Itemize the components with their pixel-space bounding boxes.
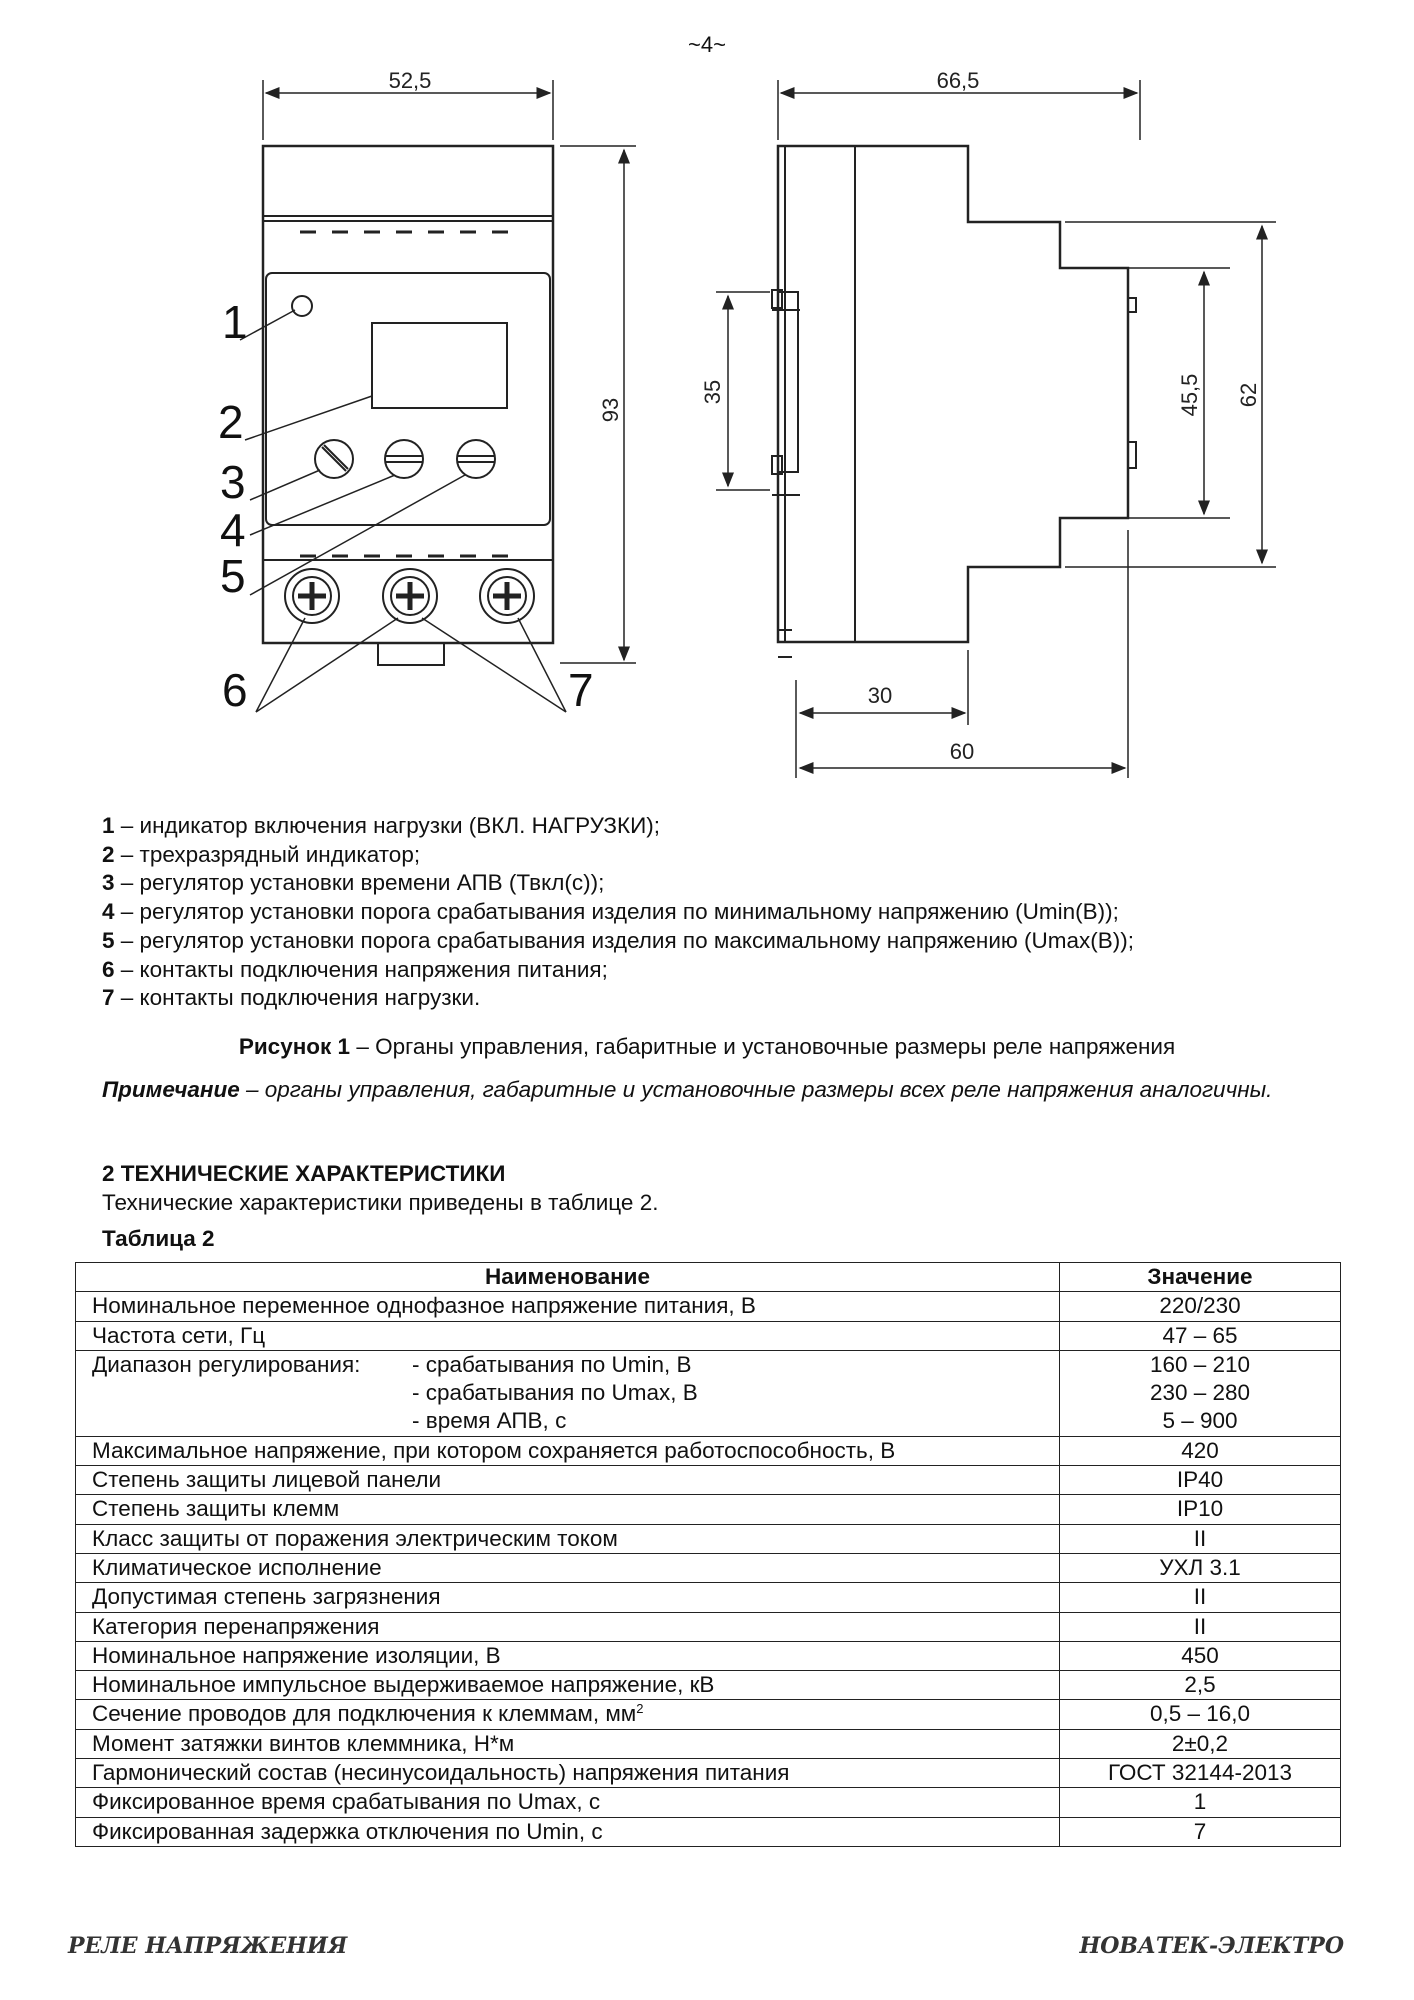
note: Примечание – органы управления, габаритные и установочные размеры всех реле напряжения аналогичны. (102, 1077, 1273, 1102)
knob-umin (385, 440, 423, 478)
legend-item: 1 – индикатор включения нагрузки (ВКЛ. НАГРУЗКИ); (102, 813, 661, 838)
table-row: Гармонический состав (несинусоидальность) напряжения питания ГОСТ 32144-2013 (76, 1759, 1341, 1788)
knob-t (315, 440, 353, 478)
table-row: Класс защиты от поражения электрическим током II (76, 1524, 1341, 1553)
section-title: 2 ТЕХНИЧЕСКИЕ ХАРАКТЕРИСТИКИ (102, 1161, 506, 1186)
callout-6: 6 (222, 664, 248, 716)
front-view (263, 146, 553, 665)
dim-side-62: 62 (1236, 382, 1261, 408)
knob-umax (457, 440, 495, 478)
table-row: Фиксированная задержка отключения по Umin, с 7 (76, 1817, 1341, 1846)
side-dimensions (716, 80, 1276, 778)
table-row: Максимальное напряжение, при котором сохраняется работоспособность, В 420 (76, 1436, 1341, 1465)
callout-5: 5 (220, 550, 246, 602)
load-indicator-led (292, 296, 312, 316)
table-row: Номинальное импульсное выдерживаемое напряжение, кВ 2,5 (76, 1671, 1341, 1700)
table-row: Степень защиты клемм IP10 (76, 1495, 1341, 1524)
table-header-row (76, 1263, 1341, 1292)
header-value: Значение (1060, 1263, 1341, 1292)
table-row: Фиксированное время срабатывания по Umax, с 1 (76, 1788, 1341, 1817)
callout-3: 3 (220, 456, 246, 508)
terminal-screw-1 (285, 569, 339, 623)
figure-legend (102, 812, 1134, 1013)
figure-caption: Рисунок 1 – Органы управления, габаритные и установочные размеры реле напряжения (238, 1034, 1176, 1059)
terminal-screw-2 (383, 569, 437, 623)
footer-left: РЕЛЕ НАПРЯЖЕНИЯ (68, 1933, 348, 1959)
dim-side-60: 60 (949, 739, 975, 764)
legend-item: 3 – регулятор установки времени АПВ (Твкл(с)); (102, 870, 605, 896)
dim-side-35: 35 (700, 379, 725, 405)
callout-leaders (240, 310, 566, 712)
terminal-screw-3 (480, 569, 534, 623)
specifications-table (75, 1262, 1341, 1847)
legend-item: 4 – регулятор установки порога срабатывания изделия по минимальному напряжению (Umin(B)); (102, 899, 1119, 925)
table-row: Климатическое исполнение УХЛ 3.1 (76, 1553, 1341, 1582)
legend-item: 2 – трехразрядный индикатор; (102, 841, 421, 867)
callout-7: 7 (568, 664, 594, 716)
table-row: Момент затяжки винтов клеммника, Н*м 2±0,2 (76, 1729, 1341, 1758)
legend-item: 5 – регулятор установки порога срабатывания изделия по максимальному напряжению (Umax(B)); (102, 927, 1135, 953)
callout-2: 2 (218, 396, 244, 448)
table-row: Степень защиты лицевой панели IP40 (76, 1466, 1341, 1495)
table-row: Частота сети, Гц 47 – 65 (76, 1321, 1341, 1350)
legend-item: 6 – контакты подключения напряжения питания; (102, 956, 608, 982)
dim-side-depth: 66,5 (936, 68, 980, 93)
dim-front-height: 93 (598, 397, 623, 423)
header-name: Наименование (76, 1263, 1060, 1292)
range-label: Диапазон регулирования: (92, 1351, 361, 1377)
table-row: Категория перенапряжения II (76, 1612, 1341, 1641)
table-row-range: Диапазон регулирования: - срабатывания по Umin, В - срабатывания по Umax, В - время АПВ, с 160 – 210 230 – 280 5 – 900 (76, 1350, 1341, 1436)
section-intro: Технические характеристики приведены в таблице 2. (102, 1190, 659, 1215)
callout-4: 4 (220, 504, 246, 556)
legend-item: 7 – контакты подключения нагрузки. (102, 985, 481, 1011)
three-digit-display (372, 323, 507, 408)
footer-right: НОВАТЕК-ЭЛЕКТРО (1079, 1933, 1344, 1959)
table-row: Сечение проводов для подключения к клеммам, $мм^2$ 0,5 – 16,0 (76, 1700, 1341, 1729)
table-row: Допустимая степень загрязнения II (76, 1583, 1341, 1612)
dim-front-width: 52,5 (388, 68, 432, 93)
front-dimensions (263, 80, 636, 663)
dim-side-30: 30 (867, 683, 893, 708)
dim-side-45-5: 45,5 (1177, 373, 1202, 417)
callout-1: 1 (222, 296, 248, 348)
table-row: Номинальное переменное однофазное напряжение питания, В 220/230 (76, 1292, 1341, 1321)
table-caption: Таблица 2 (102, 1226, 215, 1251)
page-number: ~4~ (688, 32, 726, 57)
relay-dimension-drawing (0, 0, 1414, 800)
table-row: Номинальное напряжение изоляции, В 450 (76, 1641, 1341, 1670)
